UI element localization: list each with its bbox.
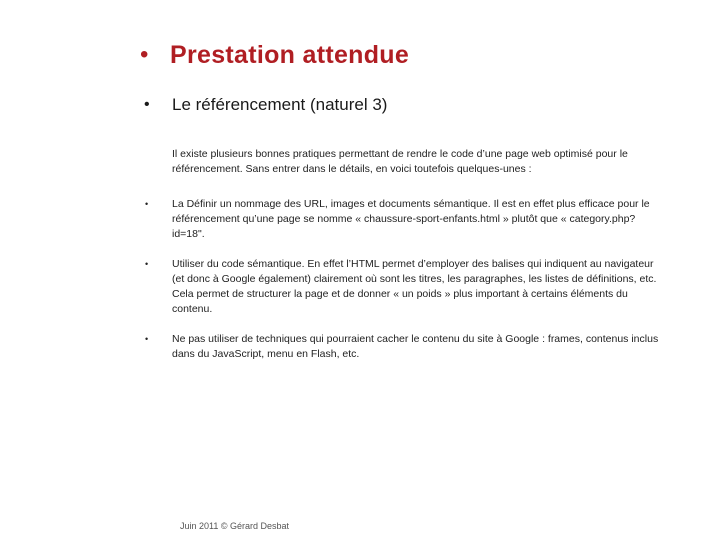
- list-item: [145, 197, 665, 242]
- subtitle-bullet-icon: •: [144, 96, 150, 113]
- subtitle-row: [144, 94, 387, 116]
- slide-subtitle: Le référencement (naturel 3): [172, 95, 388, 114]
- list-item-text: Utiliser du code sémantique. En effet l’HTML permet d’employer des balises qui indiquent au navigateur (et donc à Google également) clairement où sont les titres, les paragraphes, les listes de définitions, etc. Cela permet de structurer la page et de donner « un poids » plus important à certains éléments du contenu.: [172, 258, 657, 315]
- list-item: [145, 332, 665, 362]
- title-bullet-icon: •: [140, 41, 149, 68]
- title-row: [140, 40, 409, 70]
- list-item-text: Ne pas utiliser de techniques qui pourraient cacher le contenu du site à Google : frames, contenus inclus dans du JavaScript, menu en Flash, etc.: [172, 333, 659, 360]
- slide-title: Prestation attendue: [170, 41, 410, 69]
- list-bullet-icon: •: [145, 199, 149, 209]
- list-item: [145, 257, 665, 317]
- list-item-text: La Définir un nommage des URL, images et documents sémantique. Il est en effet plus efficace pour le référencement qu’une page se nomme « chaussure-sport-enfants.html » plutôt que « category.php?id=18".: [172, 198, 650, 240]
- list-bullet-icon: •: [145, 334, 149, 344]
- intro-paragraph: Il existe plusieurs bonnes pratiques permettant de rendre le code d’une page web optimisé pour le référencement. Sans entrer dans le détails, en voici toutefois quelques-unes :: [172, 148, 628, 175]
- footer-copyright: Juin 2011 © Gérard Desbat: [180, 521, 290, 531]
- list-bullet-icon: •: [145, 259, 149, 269]
